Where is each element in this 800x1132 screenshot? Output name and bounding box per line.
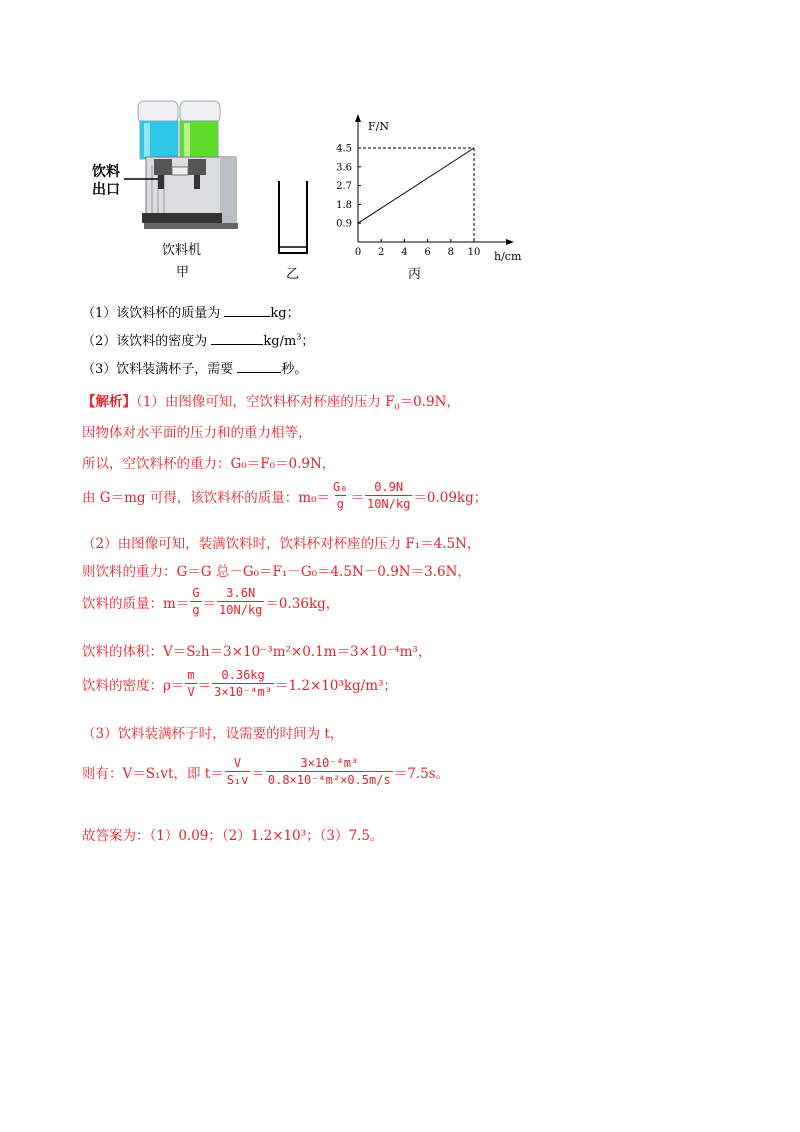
figure-jia-label: 甲	[176, 265, 190, 280]
question-2-unit-sup: 3	[296, 332, 302, 342]
question-1-unit: kg；	[270, 306, 300, 321]
solution-line-11: 则有：V＝S₁vt，即 t＝ $\frac{V}{\text{S₁v}}$ ＝ $\frac{\text{3×10⁻⁴m³}}{\text{0.8×10⁻⁴m²×0.5m/s}}$ ＝7.5s。	[82, 756, 450, 787]
question-3	[82, 358, 307, 377]
question-2-unit: kg/m	[263, 334, 297, 349]
figure-bing	[330, 110, 540, 290]
question-3-unit: 秒。	[281, 362, 308, 377]
fraction-mass-drink: $\frac{3.6N}{10N/kg}$	[219, 586, 263, 617]
machine-caption: 饮料机	[162, 243, 202, 258]
figure-yi-label: 乙	[286, 267, 300, 282]
y-axis-arrow	[355, 114, 361, 122]
fraction-mass-cup: $\frac{0.9N}{10N/kg}$	[366, 480, 411, 511]
x-axis-label: h/cm	[494, 250, 522, 263]
fraction-g-over-g: $\frac{G}{g}$	[192, 586, 200, 617]
solution-tag: 【解析】	[82, 394, 136, 410]
fraction-density: $\frac{0.36kg}{\text{3×10⁻⁴m³}}$	[214, 668, 272, 699]
solution-line-3: 所以，空饮料杯的重力：G₀＝F₀＝0.9N，	[82, 456, 336, 472]
y-tick-label: 4.5	[336, 143, 352, 155]
x-tick-label: 0	[354, 247, 362, 258]
answer-blank-2[interactable]	[211, 344, 263, 345]
solution-line-9: 饮料的密度：ρ＝ $\frac{m}{V}$ ＝ $\frac{0.36kg}{\text{3×10⁻⁴m³}}$ ＝1.2×10³kg/m³；	[82, 668, 397, 699]
solution-line-12: 故答案为：（1）0.09；（2）1.2×10³；（3）7.5。	[82, 828, 384, 844]
solution-line-4: 由 G＝mg 可得，该饮料杯的质量：m₀＝ $\frac{\text{G₀}}{g}$ ＝ $\frac{0.9N}{10N/kg}$ ＝0.09kg；	[82, 480, 488, 511]
question-1-text: （1）该饮料杯的质量为	[82, 306, 225, 321]
x-tick-label: 6	[424, 247, 431, 258]
x-tick-label: 2	[378, 247, 385, 258]
answer-blank-3[interactable]	[237, 372, 281, 373]
outlet-label-line2: 出口	[92, 182, 120, 198]
y-tick-label: 3.6	[336, 162, 352, 174]
fraction-v-over-s1v: $\frac{V}{\text{S₁v}}$	[226, 756, 249, 787]
question-2	[82, 330, 314, 349]
figure-bing-label: 丙	[408, 267, 422, 282]
outlet-label-line1: 饮料	[92, 164, 120, 180]
fraction-g0-over-g: $\frac{\text{G₀}}{g}$	[333, 480, 348, 511]
question-1	[82, 302, 300, 321]
x-axis-arrow	[506, 239, 514, 245]
force-height-chart	[330, 110, 540, 270]
answer-blank-1[interactable]	[224, 316, 270, 317]
y-tick-label: 0.9	[336, 218, 352, 230]
fraction-m-over-v: $\frac{m}{V}$	[187, 668, 195, 699]
question-3-text: （3）饮料装满杯子，需要	[82, 362, 238, 377]
fraction-time: $\frac{\text{3×10⁻⁴m³}}{\text{0.8×10⁻⁴m²×0.5m/s}}$	[267, 756, 391, 787]
solution-line-10: （3）饮料装满杯子时，设需要的时间为 t，	[82, 726, 344, 742]
question-2-end: ；	[301, 334, 315, 349]
question-2-text: （2）该饮料的密度为	[82, 334, 212, 349]
figure-yi	[268, 175, 318, 285]
figure-jia	[90, 95, 250, 285]
solution-line-8: 饮料的体积：V＝S₂h＝3×10⁻³m²×0.1m＝3×10⁻⁴m³，	[82, 644, 432, 660]
y-tick-label: 2.7	[336, 181, 352, 193]
y-axis-label: F/N	[368, 120, 389, 133]
solution-line-1: 【解析】（1）由图像可知，空饮料杯对杯座的压力 $F_0=0.9N$，	[82, 394, 460, 412]
x-tick-label: 8	[447, 247, 454, 258]
solution-line-2: 因物体对水平面的压力和的重力相等，	[82, 425, 312, 441]
series-line	[358, 148, 474, 223]
solution-line-5: （2）由图像可知，装满饮料时，饮料杯对杯座的压力 F₁＝4.5N，	[82, 536, 481, 552]
solution-line-7: 饮料的质量：m＝ $\frac{G}{g}$ ＝ $\frac{3.6N}{10N/kg}$ ＝0.36kg，	[82, 586, 340, 617]
y-tick-label: 1.8	[336, 199, 352, 211]
x-tick-label: 10	[467, 247, 481, 258]
x-tick-label: 4	[401, 247, 408, 258]
solution-line-6: 则饮料的重力：G＝G 总－G₀＝F₁－G₀＝4.5N－0.9N＝3.6N，	[82, 564, 471, 580]
cup-image	[268, 175, 318, 265]
